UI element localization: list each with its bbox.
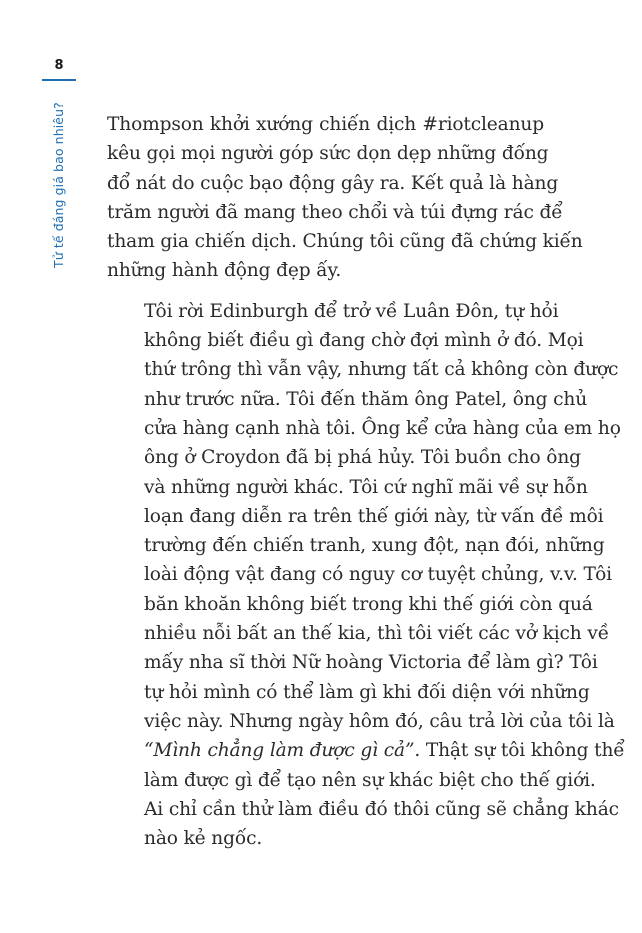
text-line: những hành động đẹp ấy. [107,260,342,282]
text-line: trăm người đã mang theo chổi và túi đựng rác để [107,201,563,223]
italic-quote: “Mình chẳng làm được gì cả” [144,740,415,762]
text-line: thứ trông thì vẫn vậy, nhưng tất cả không còn được [144,359,619,381]
text-line: Tôi rời Edinburgh để trở về Luân Đôn, tự hỏi [144,300,559,322]
text-line: và những người khác. Tôi cứ nghĩ mãi về sự hỗn [144,476,588,498]
text-line: băn khoăn không biết trong khi thế giới còn quá [144,593,593,615]
text-line: không biết điều gì đang chờ đợi mình ở đó. Mọi [144,330,584,352]
text-line: ông ở Croydon đã bị phá hủy. Tôi buồn cho ông [144,447,581,469]
text-line: làm được gì để tạo nên sự khác biệt cho thế giới. [144,769,596,791]
text-line: Thompson khởi xướng chiến dịch #riotcleanup [107,114,544,135]
text-line: đổ nát do cuộc bạo động gây ra. Kết quả là hàng [107,172,559,194]
text-line: mấy nha sĩ thời Nữ hoàng Victoria để làm gì? Tôi [144,652,598,674]
text-line: tự hỏi mình có thể làm gì khi đối diện với những [144,681,590,703]
text-line: cửa hàng cạnh nhà tôi. Ông kể cửa hàng của em họ [144,417,621,439]
paragraph-1 [107,110,583,286]
paragraph-2 [107,297,625,854]
text-line: kêu gọi mọi người góp sức dọn dẹp những đống [107,143,549,165]
body-text [107,110,625,853]
text-line-with-quote [107,736,625,765]
text-line: việc này. Nhưng ngày hôm đó, câu trả lời của tôi là [144,710,615,732]
text-line: như trước nữa. Tôi đến thăm ông Patel, ông chủ [144,388,588,410]
text-line: nhiều nỗi bất an thế kia, thì tôi viết các vở kịch về [144,623,610,645]
text-line: Ai chỉ cần thử làm điều đó thôi cũng sẽ chẳng khác [144,798,619,820]
quote-line-rest: . Thật sự tôi không thể [414,740,625,762]
text-line: loài động vật đang có nguy cơ tuyệt chủng, v.v. Tôi [144,564,612,586]
text-line: tham gia chiến dịch. Chúng tôi cũng đã chứng kiến [107,231,583,253]
page-number-rule [42,79,76,81]
text-line: loạn đang diễn ra trên thế giới này, từ vấn đề môi [144,505,604,527]
text-line: trường đến chiến tranh, xung đột, nạn đói, những [144,535,605,557]
page-number: 8 [54,58,64,73]
running-title: Tử tế đáng giá bao nhiêu? [51,102,66,268]
text-line: nào kẻ ngốc. [144,828,263,850]
